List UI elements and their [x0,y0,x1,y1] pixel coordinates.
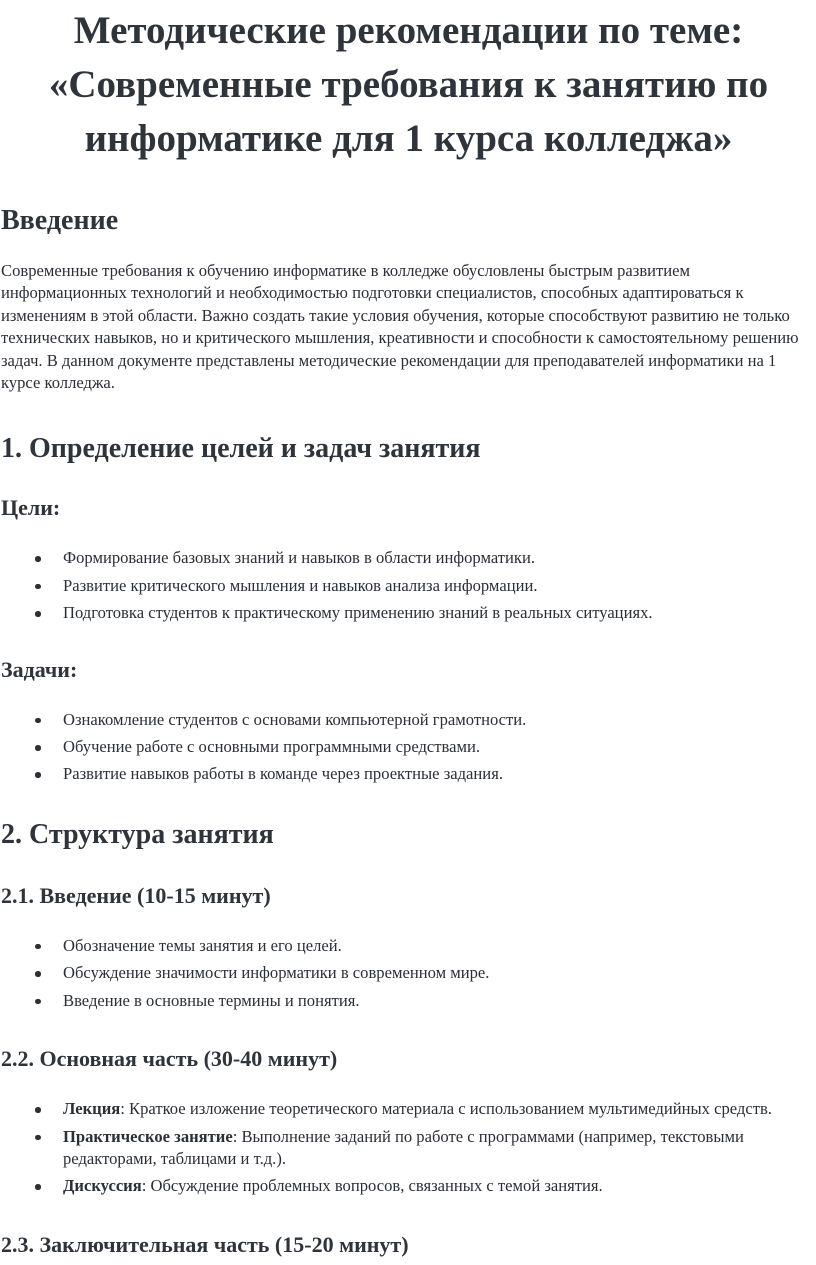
list-item: Развитие навыков работы в команде через проектные задания. [1,763,816,785]
subsection-2-2-heading: 2.2. Основная часть (30-40 минут) [1,1046,338,1072]
list-item: Обсуждение значимости информатики в современном мире. [1,962,816,984]
list-item [1,1126,816,1171]
intro-heading: Введение [1,205,119,236]
list-item [1,1098,816,1120]
document-title: Методические рекомендации по теме: «Современные требования к занятию по информатике для 1 курса колледжа» [48,9,769,160]
subsection-2-2-list [1,1098,816,1198]
list-item-term: Дискуссия [63,1176,142,1196]
list-item: Формирование базовых знаний и навыков в области информатики. [1,547,816,569]
subsection-2-1-list [1,935,816,1012]
intro-paragraph: Современные требования к обучению информатике в колледже обусловлены быстрым развитием информационных технологий и необходимостью подготовки специалистов, способных адаптироваться к изменениям в этой области. Важно создать такие условия обучения, которые способствуют развитию не только технических навыков, но и критического мышления, креативности и способности к самостоятельному решению задач. В данном документе представлены методические рекомендации для преподавателей информатики на 1 курсе колледжа. [1,261,799,393]
list-item-text: : Обсуждение проблемных вопросов, связанных с темой занятия. [141,1176,603,1196]
list-item: Развитие критического мышления и навыков анализа информации. [1,575,816,597]
list-item-text: : Выполнение заданий по работе с программами (например, текстовыми редакторами, таблицами и т.д.). [63,1126,744,1168]
subsection-2-3-heading: 2.3. Заключительная часть (15-20 минут) [1,1231,409,1257]
list-item-term: Лекция [63,1099,121,1119]
list-item: Подготовка студентов к практическому применению знаний в реальных ситуациях. [1,602,816,624]
list-item-text: : Краткое изложение теоретического материала с использованием мультимедийных средств. [120,1099,772,1119]
list-item: Обозначение темы занятия и его целей. [1,935,816,957]
section-2-heading: 2. Структура занятия [1,818,274,850]
tasks-list [1,709,816,786]
list-item: Обучение работе с основными программными средствами. [1,736,816,758]
section-1-heading: 1. Определение целей и задач занятия [1,433,481,465]
tasks-heading: Задачи: [1,656,78,682]
list-item [1,1175,816,1197]
goals-list [1,547,816,624]
goals-heading: Цели: [1,495,61,521]
list-item-term: Практическое занятие [63,1126,233,1146]
list-item: Введение в основные термины и понятия. [1,990,816,1012]
list-item: Ознакомление студентов с основами компьютерной грамотности. [1,709,816,731]
subsection-2-1-heading: 2.1. Введение (10-15 минут) [1,882,271,908]
